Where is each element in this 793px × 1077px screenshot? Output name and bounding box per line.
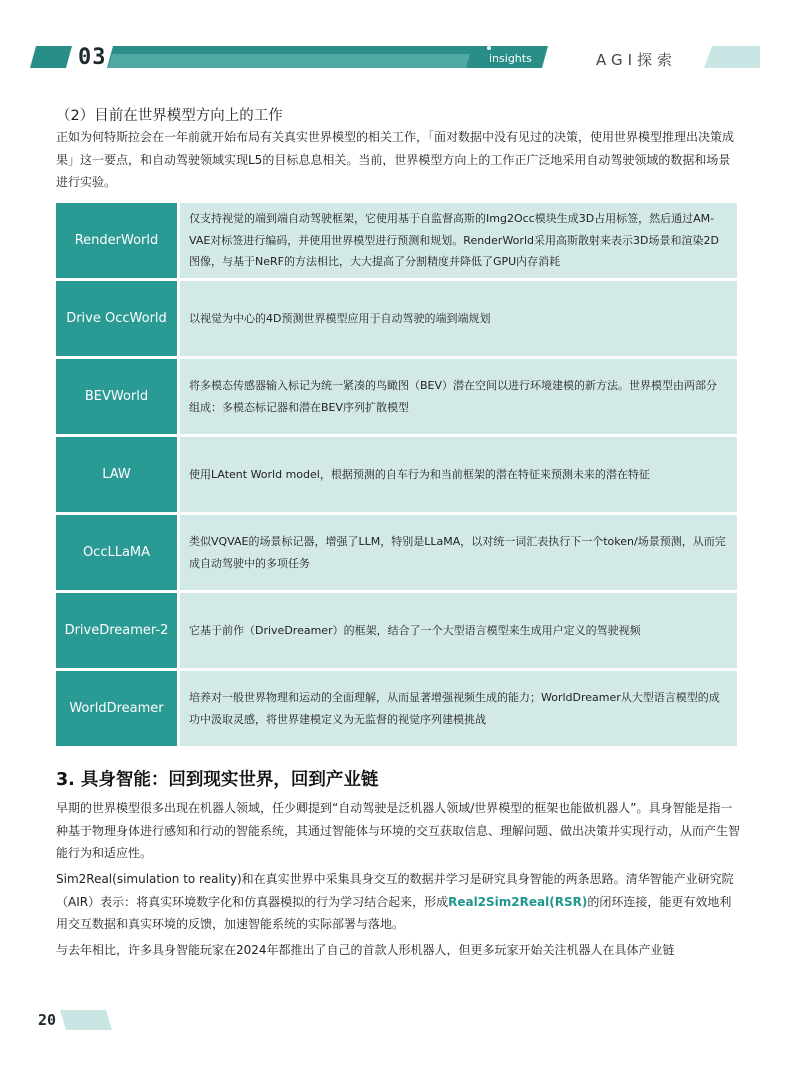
table-row — [56, 437, 737, 512]
model-name-cell: WorldDreamer — [56, 671, 177, 746]
sim2real-text-before: Sim2Real(simulation to reality)和在真实世界中采集具身交互的数据并学习是研究具身智能的两条思路。清华智能产业研究院（AIR）表示：将真实环境数字化和仿真器模拟的行为学习结合起来，形成 — [56, 872, 734, 909]
model-desc-cell: 培养对一般世界物理和运动的全面理解，从而显著增强视频生成的能力；WorldDreamer从大型语言模型的成功中汲取灵感，将世界建模定义为无监督的视觉序列建模挑战 — [180, 671, 737, 746]
table-row — [56, 515, 737, 590]
model-name-cell: BEVWorld — [56, 359, 177, 434]
model-name-cell: RenderWorld — [56, 203, 177, 278]
section-label: AGI探索 — [596, 51, 678, 69]
model-desc-cell: 它基于前作（DriveDreamer）的框架，结合了一个大型语言模型来生成用户定义的驾驶视频 — [180, 593, 737, 668]
section-heading: 3. 具身智能：回到现实世界，回到产业链 — [56, 770, 379, 790]
model-desc-cell: 仅支持视觉的端到端自动驾驶框架，它使用基于自监督高斯的Img2Occ模块生成3D占用标签，然后通过AM-VAE对标签进行编码，并使用世界模型进行预测和规划。RenderWorld采用高斯散射来表示3D场景和渲染2D图像，与基于NeRF的方法相比，大大提高了分割精度并降低了GPU内存消耗 — [180, 203, 737, 278]
page-number: 20 — [38, 1011, 57, 1029]
model-name-cell: LAW — [56, 437, 177, 512]
intro-paragraph: 正如为何特斯拉会在一年前就开始布局有关真实世界模型的相关工作，「面对数据中没有见过的决策，使用世界模型推理出决策成果」这一要点，和自动驾驶领域实现L5的目标息息相关。当前，世界模型方向上的工作正广泛地采用自动驾驶领域的数据和场景进行实验。 — [56, 130, 735, 189]
model-desc-cell: 类似VQVAE的场景标记器，增强了LLM，特别是LLaMA，以对统一词汇表执行下一个token/场景预测，从而完成自动驾驶中的多项任务 — [180, 515, 737, 590]
header-accent-block — [704, 46, 760, 68]
embodied-intro-paragraph: 早期的世界模型很多出现在机器人领域，任少卿提到“自动驾驶是泛机器人领域/世界模型的框架也能做机器人”。具身智能是指一种基于物理身体进行感知和行动的智能系统，其通过智能体与环境的交互获取信息、理解问题、做出决策并实现行动，从而产生智能行为和适应性。 — [56, 801, 741, 860]
footer-band — [0, 1008, 120, 1032]
industry-paragraph: 与去年相比，许多具身智能玩家在2024年都推出了自己的首款人形机器人，但更多玩家开始关注机器人在具体产业链 — [56, 943, 675, 957]
insights-dot-icon — [487, 46, 491, 50]
subsection-title: （2）目前在世界模型方向上的工作 — [56, 108, 283, 124]
table-row — [56, 671, 737, 746]
model-name-cell: Drive OccWorld — [56, 281, 177, 356]
model-desc-cell: 将多模态传感器输入标记为统一紧凑的鸟瞰图（BEV）潜在空间以进行环境建模的新方法。世界模型由两部分组成：多模态标记器和潜在BEV序列扩散模型 — [180, 359, 737, 434]
table-row — [56, 593, 737, 668]
footer-light-bar — [60, 1010, 112, 1030]
header-light-bar — [108, 54, 470, 68]
model-name-cell: OccLLaMA — [56, 515, 177, 590]
page-header — [0, 0, 793, 80]
chapter-number: 03 — [78, 45, 107, 70]
table-row — [56, 203, 737, 278]
table-row — [56, 359, 737, 434]
rsr-highlight: Real2Sim2Real(RSR) — [448, 894, 588, 909]
world-model-table — [56, 203, 737, 749]
model-desc-cell: 以视觉为中心的4D预测世界模型应用于自动驾驶的端到端规划 — [180, 281, 737, 356]
insights-label: insights — [489, 52, 532, 65]
sim2real-paragraph — [56, 868, 741, 936]
model-desc-cell: 使用LAtent World model，根据预测的自车行为和当前框架的潜在特征来预测未来的潜在特征 — [180, 437, 737, 512]
header-chapter-block — [30, 46, 72, 68]
sim2real-text-after: 的闭环连接，能更有效地利用交互数据和真实环境的反馈，加速智能系统的实际部署与落地。 — [56, 894, 732, 931]
model-name-cell: DriveDreamer-2 — [56, 593, 177, 668]
table-row — [56, 281, 737, 356]
